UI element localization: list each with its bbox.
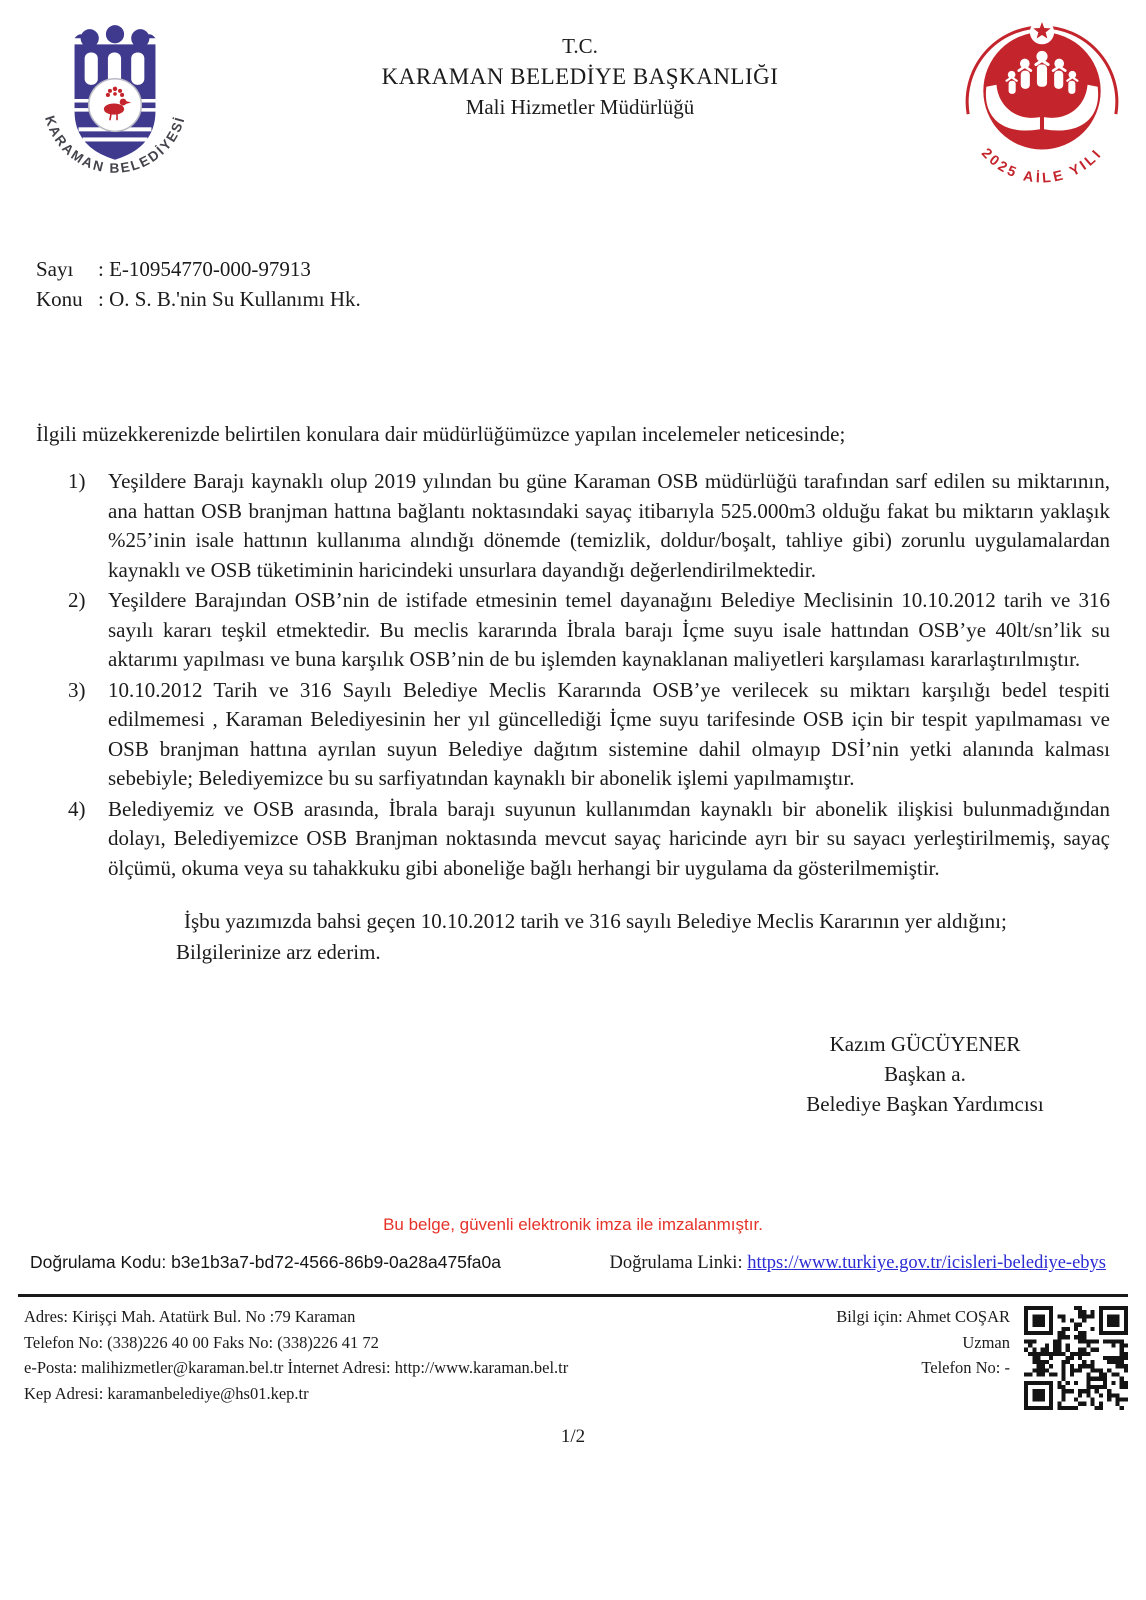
list-item xyxy=(68,676,1110,794)
verification-link-label: Doğrulama Linki: xyxy=(609,1253,743,1273)
right-logo-curved-text: 2025 AİLE YILI xyxy=(977,145,1107,187)
footer-address: Adres: Kirişçi Mah. Atatürk Bul. No :79 Karaman xyxy=(24,1307,356,1326)
internet-label: İnternet Adresi: xyxy=(287,1358,391,1378)
item-number: 4) xyxy=(68,796,86,821)
item-text: Yeşildere Barajı kaynaklı olup 2019 yılından bu güne Karaman OSB müdürlüğü tarafından sarf edilen su miktarının, ana hattan OSB branjman hattına bağlantı noktasındaki sayaç itibarıyla 525.000m3 olduğu fakat bu miktarın yaklaşık %25’inin isale hattının kullanıma alındığı dönemde (temizlik, doldur/boşalt, tahliye gibi) zorunlu uygulamalardan kaynaklı ve OSB tüketiminin haricindeki unsurlara dayandığı değerlendirilmektedir. xyxy=(108,469,1110,582)
esign-notice: Bu belge, güvenli elektronik imza ile imzalanmıştır. xyxy=(383,1215,763,1234)
konu-row xyxy=(36,284,1146,314)
footer xyxy=(0,1297,1146,1410)
signer-name: Kazım GÜCÜYENER xyxy=(829,1032,1021,1056)
closing-paragraph: İşbu yazımızda bahsi geçen 10.10.2012 tarih ve 316 sayılı Belediye Meclis Kararının yer aldığını; xyxy=(184,909,1007,933)
verification-link-url[interactable]: https://www.turkiye.gov.tr/icisleri-belediye-ebys xyxy=(747,1253,1106,1273)
sayi-row xyxy=(36,254,1146,284)
footer-contact-block xyxy=(24,1304,772,1410)
verification-link xyxy=(610,1253,1106,1274)
family-year-emblem-icon xyxy=(956,18,1128,190)
verification-code xyxy=(30,1252,501,1273)
letterhead-titles xyxy=(382,32,779,122)
list-item xyxy=(68,586,1110,675)
eposta-value: malihizmetler@karaman.bel.tr xyxy=(81,1358,284,1378)
document-meta xyxy=(36,254,1146,314)
sayi-value: : E-10954770-000-97913 xyxy=(98,257,311,281)
verification-row xyxy=(0,1252,1146,1274)
item-text: 10.10.2012 Tarih ve 316 Sayılı Belediye Meclis Kararında OSB’ye verilecek su miktarı karşılığı bedel tespiti edilmemesi , Karaman Belediyesinin her yıl güncellediği İçme suyu tarifesinde OSB için bir tespit yapılmaması ve OSB branjman hattına ayrılan suyun Belediye dağıtım sistemine dahil olmayıp DSİ’nin yetki alanında kalması sebebiyle; Belediyemizce bu su sarfiyatından kaynaklı bir abonelik işlemi yapılmamıştır. xyxy=(108,677,1110,790)
konu-label: Konu xyxy=(36,287,83,311)
footer-phone: Telefon No: (338)226 40 00 Faks No: (338)226 41 72 xyxy=(24,1332,379,1352)
item-text: Yeşildere Barajından OSB’nin de istifade etmesinin temel dayanağını Belediye Meclisinin 10.10.2012 tarih ve 316 sayılı kararı teşkil etmektedir. Bu meclis kararında İbrala barajı İçme suyu isale hattından OSB’ye 40lt/sn’lik su aktarımı yapılması ve buna karşılık OSB’nin de bu işlemden kaynaklanan maliyetleri karşılaması kararlaştırılmıştır. xyxy=(108,588,1110,671)
document-body xyxy=(0,422,1146,967)
konu-value: : O. S. B.'nin Su Kullanımı Hk. xyxy=(98,287,361,311)
footer-contact-phone: Telefon No: - xyxy=(921,1358,1010,1378)
list-item xyxy=(68,467,1110,585)
item-text: Belediyemiz ve OSB arasında, İbrala barajı suyunun kullanımdan kaynaklı bir abonelik ilişkisi bulunmadığından dolayı, Belediyemizce OSB Branjman noktasında mevcut sayaç haricinde ayrı bir su sayacı yerleştirilmemiş, sayaç ölçümü, okuma veya su tahakkuku gibi aboneliğe bağlı herhangi bir uygulama da gösterilmemiştir. xyxy=(108,796,1110,880)
karaman-municipality-logo xyxy=(26,14,204,186)
item-number: 2) xyxy=(68,588,86,612)
qr-code-icon xyxy=(1024,1306,1128,1410)
svg-text:2025 AİLE YILI xyxy=(978,145,1106,186)
verification-code-value: b3e1b3a7-bd72-4566-86b9-0a28a475fa0a xyxy=(171,1252,501,1272)
signer-title: Belediye Başkan Yardımcısı xyxy=(806,1092,1044,1116)
intro-paragraph: İlgili müzekkerenizde belirtilen konulara dair müdürlüğümüzce yapılan incelemeler neticesinde; xyxy=(36,422,846,446)
organization-title: KARAMAN BELEDİYE BAŞKANLIĞI xyxy=(381,63,779,89)
signature-block xyxy=(740,1029,1110,1119)
left-logo-curved-text: KARAMAN BELEDİYESİ xyxy=(41,113,188,176)
footer-contact-person: Bilgi için: Ahmet COŞAR xyxy=(836,1307,1010,1326)
footer-eposta-line xyxy=(24,1355,772,1381)
signer-capacity: Başkan a. xyxy=(884,1062,966,1086)
footer-kep: Kep Adresi: karamanbelediye@hs01.kep.tr xyxy=(24,1383,309,1403)
aile-yili-2025-logo xyxy=(956,18,1128,190)
department-title: Mali Hizmetler Müdürlüğü xyxy=(465,94,695,119)
footer-info-block xyxy=(780,1304,1010,1410)
numbered-list xyxy=(36,467,1110,883)
page-number: 1/2 xyxy=(560,1426,586,1447)
sayi-label: Sayı xyxy=(36,257,74,281)
item-number: 3) xyxy=(68,677,86,702)
municipality-emblem-icon xyxy=(26,14,204,186)
tc-title: T.C. xyxy=(562,34,598,58)
item-number: 1) xyxy=(68,469,86,493)
verification-code-label: Doğrulama Kodu: xyxy=(30,1252,167,1272)
letterhead xyxy=(0,0,1146,190)
footer-contact-title: Uzman xyxy=(962,1332,1010,1352)
eposta-label: e-Posta: xyxy=(24,1358,78,1378)
list-item xyxy=(68,795,1110,884)
closing-salutation: Bilgilerinize arz ederim. xyxy=(176,940,381,964)
internet-value: http://www.karaman.bel.tr xyxy=(394,1358,569,1378)
